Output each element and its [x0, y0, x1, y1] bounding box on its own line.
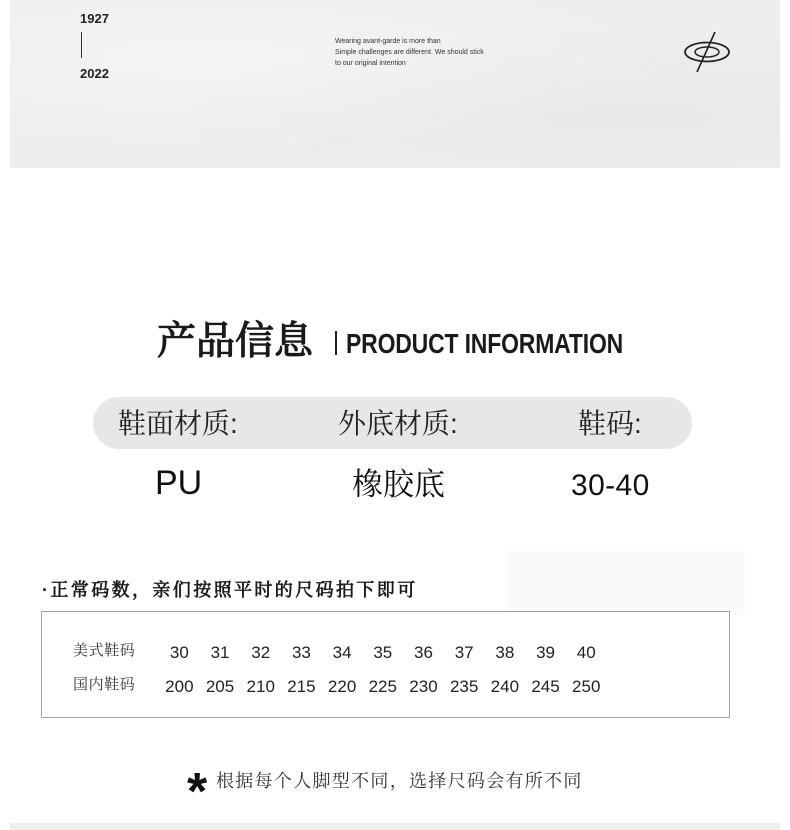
title-divider — [335, 331, 337, 355]
row-label-us: 美式鞋码 — [73, 642, 136, 659]
size-row-us — [42, 643, 729, 663]
size-cell: 210 — [246, 677, 275, 696]
size-cell: 32 — [251, 643, 271, 662]
slogan-line: Wearing avant-garde is more than — [335, 38, 441, 45]
size-cell: 30 — [169, 643, 189, 662]
year-divider — [81, 32, 82, 58]
spec-label-upper-material: 鞋面材质: — [118, 408, 238, 439]
size-cell: 36 — [414, 643, 433, 662]
spec-label-size: 鞋码: — [578, 408, 642, 439]
slogan-line: Simple challenges are different. We should stick — [335, 49, 484, 56]
size-cell: 33 — [291, 643, 311, 662]
spec-header-pill — [93, 397, 692, 449]
faint-background-panel — [505, 551, 745, 615]
year-end: 2022 — [80, 66, 109, 81]
logo-slash — [697, 32, 715, 72]
size-cell: 220 — [327, 677, 357, 696]
size-cell: 39 — [536, 643, 555, 662]
size-cell: 215 — [287, 677, 316, 696]
size-cell: 200 — [165, 677, 194, 696]
brand-logo-icon — [682, 30, 732, 74]
size-cell: 225 — [368, 677, 397, 696]
row-label-cn: 国内鞋码 — [73, 676, 136, 693]
size-cells-us — [159, 643, 607, 663]
slogan — [335, 36, 484, 69]
size-cell: 31 — [210, 643, 230, 662]
size-cell: 37 — [454, 643, 474, 662]
size-cell: 35 — [373, 643, 393, 662]
size-chart-table — [41, 611, 730, 718]
logo-outer-ellipse — [685, 43, 729, 62]
page-title-cn: 产品信息 — [157, 320, 314, 363]
top-banner — [10, 0, 780, 168]
size-cell: 250 — [572, 677, 601, 696]
size-cell: 240 — [490, 677, 520, 696]
size-row-cn — [42, 677, 729, 697]
size-cell: 245 — [531, 677, 560, 696]
page-title-en: PRODUCT INFORMATION — [346, 328, 624, 359]
size-cell: 34 — [332, 643, 352, 662]
size-note: ·正常码数，亲们按照平时的尺码拍下即可 — [42, 580, 418, 600]
size-cell: 38 — [495, 643, 515, 662]
size-cells-cn — [159, 677, 607, 697]
year-start: 1927 — [80, 11, 109, 26]
asterisk-mark: * — [187, 763, 208, 821]
size-cell: 40 — [576, 643, 596, 662]
footer-note: 根据每个人脚型不同，选择尺码会有所不同 — [216, 771, 583, 791]
spec-value-sole-material: 橡胶底 — [352, 467, 445, 502]
spec-label-sole-material: 外底材质: — [338, 408, 458, 439]
size-cell: 205 — [205, 677, 235, 696]
spec-value-upper-material: PU — [155, 464, 203, 502]
size-cell: 230 — [409, 677, 438, 696]
slogan-line: to our original intention — [335, 60, 406, 67]
size-cell: 235 — [449, 677, 479, 696]
spec-value-size-range: 30-40 — [571, 469, 650, 502]
bottom-strip — [10, 823, 780, 830]
